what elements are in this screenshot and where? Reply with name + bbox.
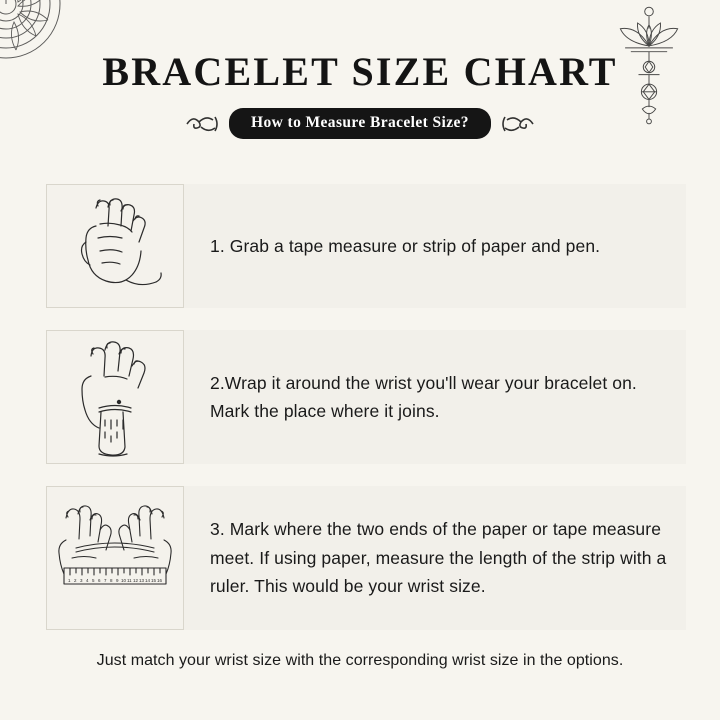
subtitle-row [0, 108, 720, 139]
list-item [46, 486, 686, 630]
svg-text:1: 1 [68, 578, 71, 583]
svg-text:3: 3 [80, 578, 83, 583]
svg-text:16: 16 [157, 578, 163, 583]
svg-text:5: 5 [92, 578, 95, 583]
list-item [46, 330, 686, 464]
svg-text:9: 9 [116, 578, 119, 583]
svg-text:8: 8 [110, 578, 113, 583]
flourish-icon [185, 113, 219, 135]
svg-text:10: 10 [121, 578, 127, 583]
svg-text:7: 7 [104, 578, 107, 583]
step-2-text: 2.Wrap it around the wrist you'll wear your bracelet on. Mark the place where it joins. [210, 372, 637, 421]
svg-text:14: 14 [145, 578, 151, 583]
svg-text:12: 12 [133, 578, 139, 583]
hands-measuring-with-ruler-line-drawing-icon [50, 498, 180, 618]
steps-list [46, 184, 686, 652]
svg-text:11: 11 [127, 578, 132, 583]
hand-with-tape-measure-line-drawing-icon [61, 336, 169, 458]
step-3-text: 3. Mark where the two ends of the paper or tape measure meet. If using paper, measure the length of the strip with a ruler. This would be your wrist size. [210, 519, 667, 597]
footer-note: Just match your wrist size with the corresponding wrist size in the options. [96, 652, 624, 669]
closed-fist-line-drawing-icon [60, 194, 170, 298]
svg-text:4: 4 [86, 578, 89, 583]
svg-text:13: 13 [139, 578, 145, 583]
svg-text:2: 2 [74, 578, 77, 583]
step-1-text: 1. Grab a tape measure or strip of paper and pen. [210, 235, 601, 256]
subtitle-badge: How to Measure Bracelet Size? [229, 108, 491, 139]
page-title: BRACELET SIZE CHART [102, 49, 618, 94]
step-3-thumbnail [46, 486, 184, 630]
svg-text:6: 6 [98, 578, 101, 583]
step-2-thumbnail [46, 330, 184, 464]
list-item [46, 184, 686, 308]
svg-text:15: 15 [151, 578, 157, 583]
flourish-icon [501, 113, 535, 135]
step-1-thumbnail [46, 184, 184, 308]
